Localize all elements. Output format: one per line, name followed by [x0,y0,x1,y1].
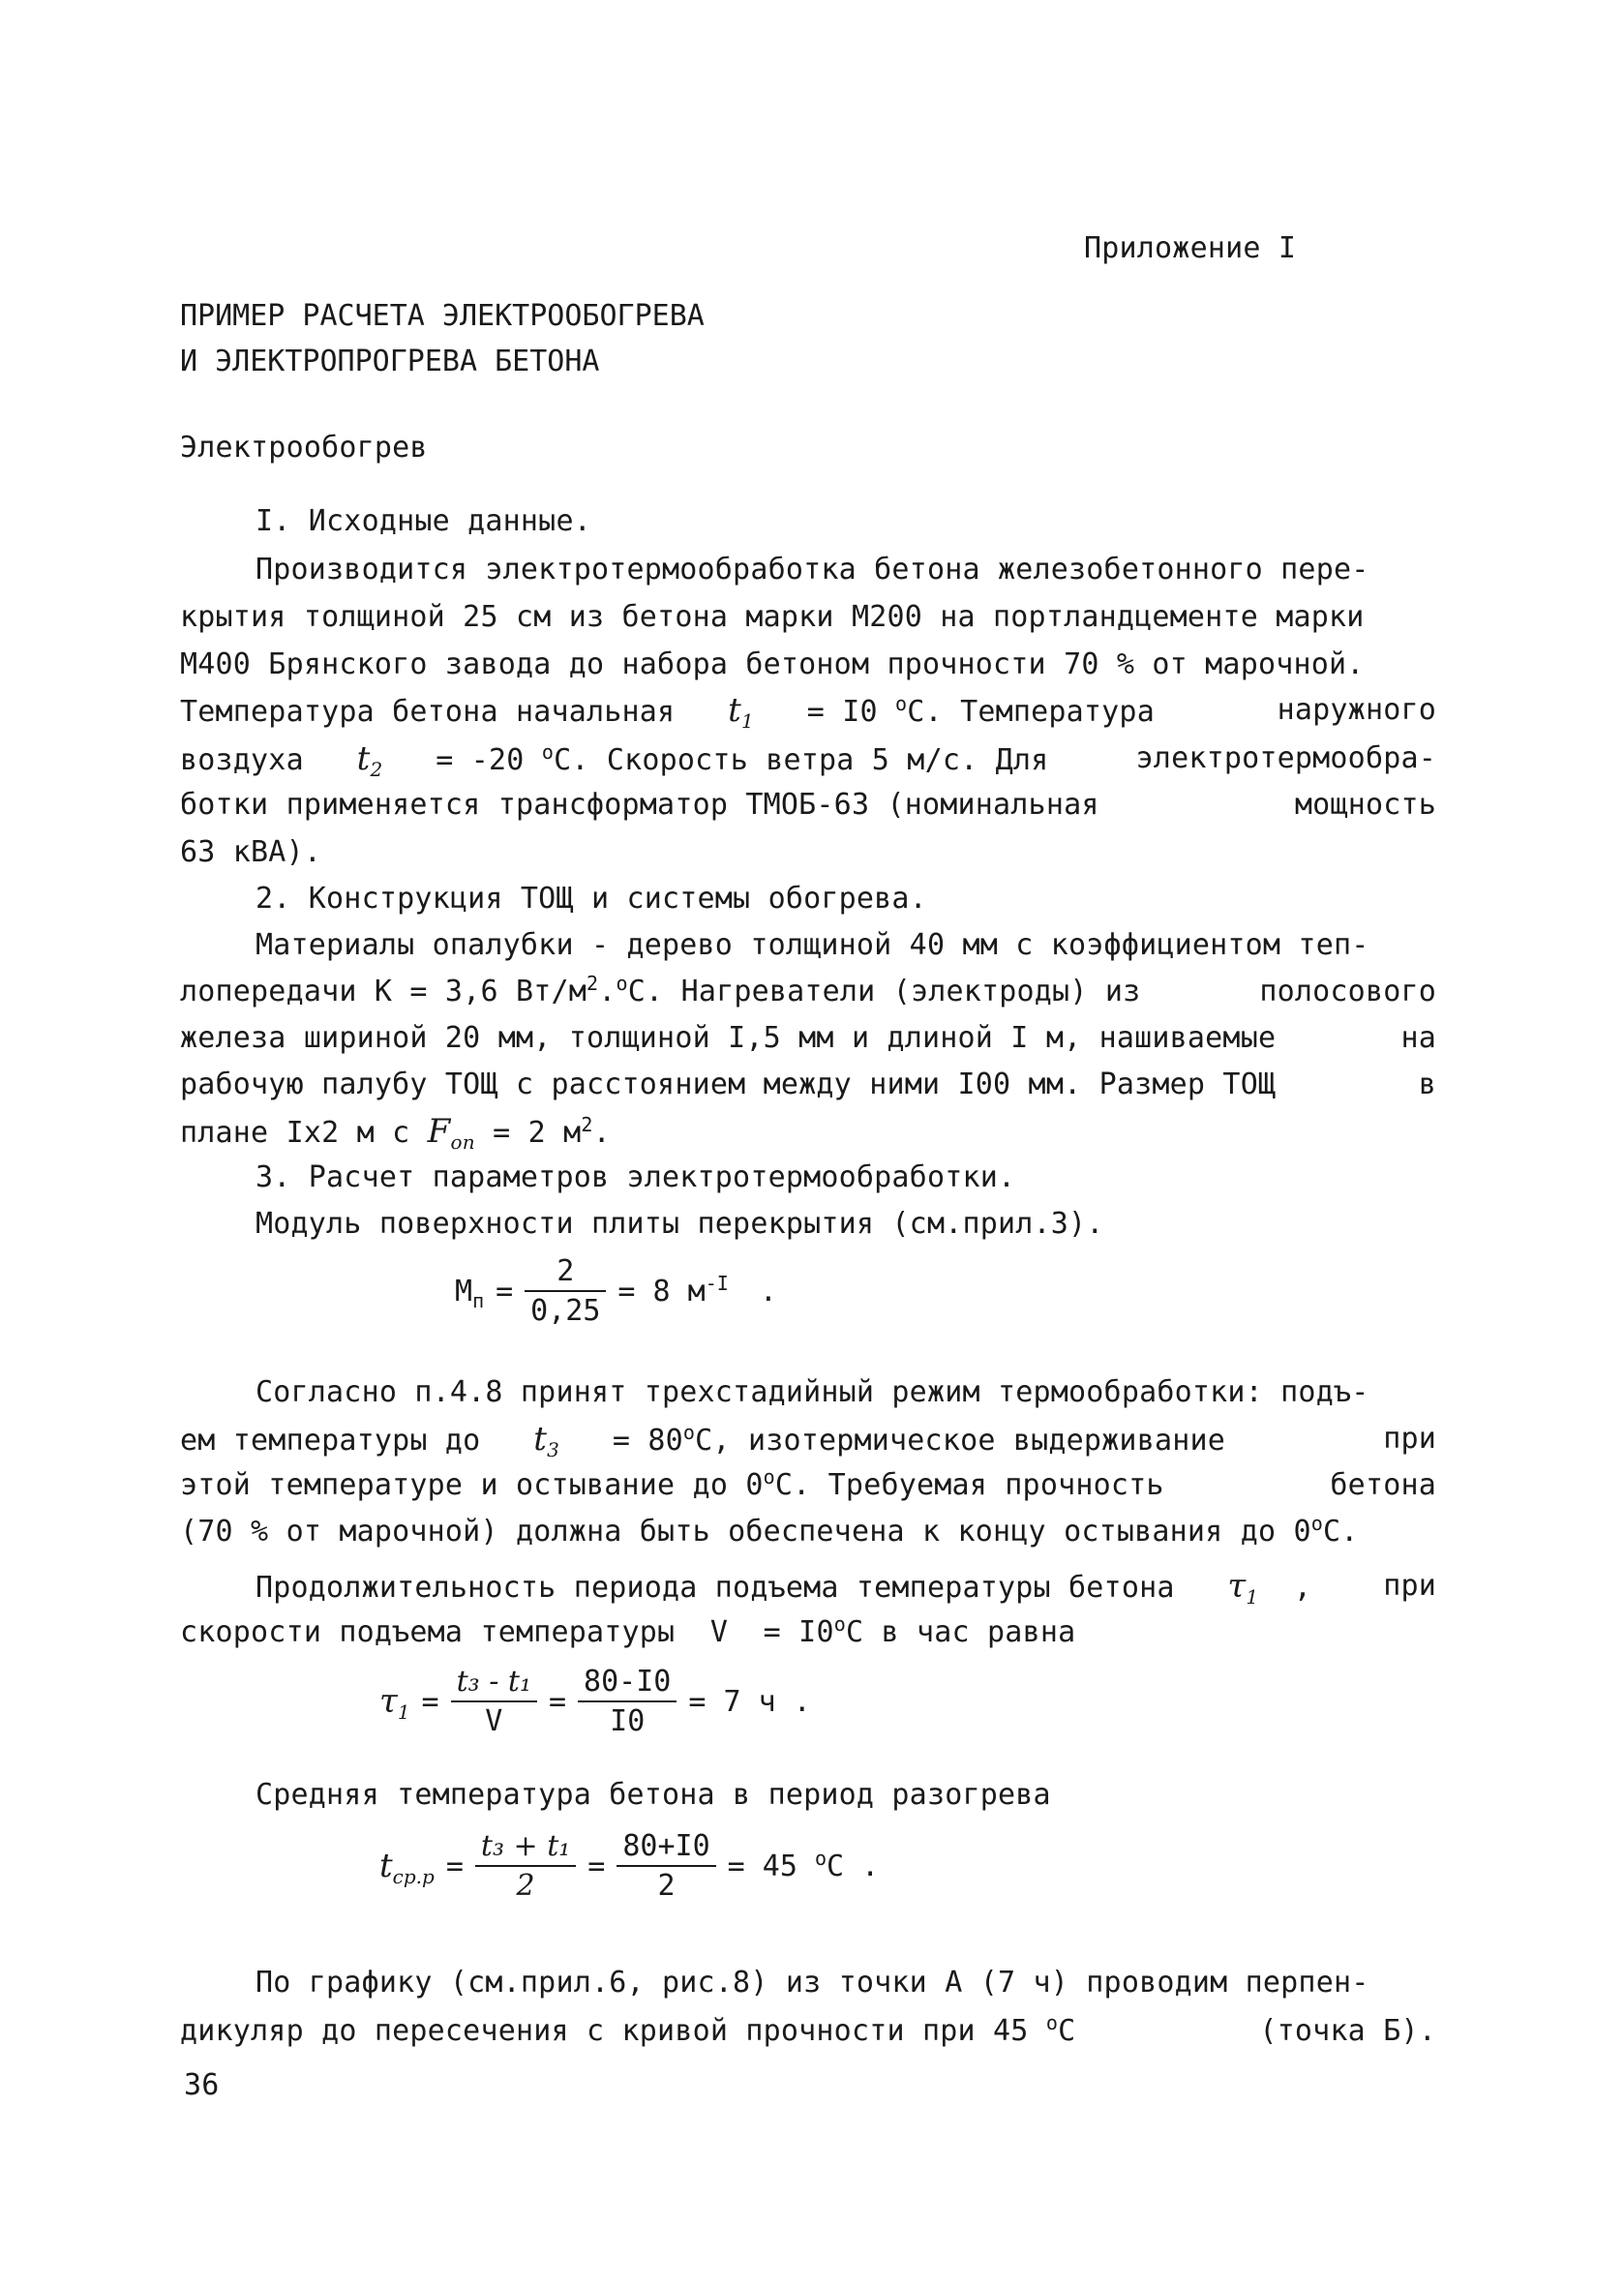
numerator: 2 [525,1254,606,1292]
lhs-sub: п [472,1288,485,1312]
text: в [1418,1068,1436,1101]
text: C в час равна [845,1615,1076,1649]
period: . [759,1274,777,1308]
degree: o [814,1846,827,1870]
p2-line-2 [180,974,1436,1010]
lhs: τ [379,1682,398,1721]
tau1-symbol: τ [1227,1567,1247,1606]
denominator: 2 [657,1869,676,1903]
p4-line-4 [180,1514,1359,1550]
text: плане Iх2 м с [180,1116,410,1150]
rhs: = 45 [727,1849,797,1883]
text: C [1058,2014,1076,2048]
text: = 2 м [493,1116,582,1150]
v-symbol: V [709,1615,729,1649]
text: воздуха [180,743,304,777]
text: C, изотермическое выдерживание [695,1424,1226,1458]
degree: o [682,1421,696,1444]
p2-heading: 2. Конструкция ТОЩ и системы обогрева. [256,882,927,916]
text: наружного [1277,693,1436,727]
t1-symbol: t [728,691,741,730]
text: = -20 [436,743,525,777]
fraction [525,1254,606,1328]
text: этой температуре и остывание до 0 [180,1468,764,1502]
text: = 80 [612,1424,683,1458]
text: ботки применяется трансформатор ТМОБ-63 (номинальная [180,788,1099,822]
equals: = [496,1274,514,1308]
text: C. Нагреватели (электроды) из [627,975,1141,1008]
text: электротермообра- [1135,741,1436,775]
formula-surface-module [455,1254,777,1328]
appendix-label: Приложение I [1084,231,1297,265]
p1-line-5 [180,740,1436,779]
numerator: 80-I0 [578,1665,677,1702]
text: ем температуры до [180,1424,481,1458]
text: бетона [1330,1468,1436,1502]
p2-line-5 [180,1113,611,1152]
p4-line-1: Согласно п.4.8 принят трехстадийный режим термообработки: подъ- [256,1375,1369,1409]
t2-sub: 2 [370,758,383,781]
text: при [1383,1569,1436,1603]
p1-line-7: 63 кВА). [180,835,322,869]
text: при [1383,1422,1436,1456]
t2-symbol: t [356,739,371,778]
p7-line-1: По графику (см.прил.6, рис.8) из точки А (7 ч) проводим перпен- [256,1966,1369,2000]
fraction [475,1829,576,1903]
title-line-2: И ЭЛЕКТРОПРОГРЕВА БЕТОНА [180,345,600,378]
degree: o [616,972,628,995]
t3-symbol: t [533,1420,548,1459]
degree: o [1310,1512,1323,1535]
rhs: = 8 м [617,1274,706,1308]
fraction-numeric [617,1829,715,1903]
denominator: I0 [610,1704,646,1738]
fraction-numeric [578,1665,677,1738]
text: = I0 [806,695,878,729]
lhs: t [379,1847,393,1885]
text: Температура бетона начальная [180,695,676,729]
text: дикуляр до пересечения с кривой прочности при 45 [180,2014,1029,2048]
p1-heading: I. Исходные данные. [256,504,591,538]
p6-line-1: Средняя температура бетона в период разогрева [256,1778,1051,1812]
p3-heading: 3. Расчет параметров электротермообработки. [256,1160,1016,1194]
page-number: 36 [184,2068,220,2102]
lhs-sub: ср.р [392,1865,435,1888]
equals: = [421,1684,439,1719]
title-line-1: ПРИМЕР РАСЧЕТА ЭЛЕКТРООБОГРЕВА [180,299,705,333]
p2-line-4 [180,1067,1436,1103]
formula-average-temperature [379,1829,879,1903]
text: C. Температура [907,695,1155,729]
exponent: 2 [581,1113,593,1136]
p4-line-2 [180,1421,1436,1459]
t3-sub: 3 [547,1438,560,1461]
p7-line-2 [180,2013,1436,2050]
equals: = [445,1849,464,1883]
text: , [1293,1571,1312,1605]
p1-line-4 [180,692,1436,731]
p2-line-3 [180,1020,1436,1057]
numerator: t₃ - t₁ [451,1665,537,1702]
text: C. Требуемая прочность [774,1468,1164,1502]
numerator: 80+I0 [617,1829,715,1867]
degree: o [763,1465,775,1489]
p1-line-6 [180,787,1436,824]
text: полосового [1259,975,1436,1008]
text: Продолжительность периода подъема температуры бетона [256,1571,1175,1605]
equals: = [587,1849,606,1883]
denominator: 0,25 [530,1294,601,1328]
p1-line-3: М400 Брянского завода до набора бетоном прочности 70 % от марочной. [180,647,1365,681]
degree: o [895,692,908,715]
rhs: = 7 ч . [688,1684,811,1719]
text: (70 % от марочной) должна быть обеспечена к концу остывания до 0 [180,1515,1311,1549]
denominator: 2 [516,1869,535,1903]
p1-line-2: крытия толщиной 25 см из бетона марки М200 на портландцементе марки [180,600,1365,634]
fraction [451,1665,537,1738]
p5-line-2 [180,1614,1075,1651]
degree: o [541,740,555,764]
p1-line-1: Производится электротермообработка бетона железобетонного пере- [256,553,1369,587]
equals: = [548,1684,567,1719]
text: железа шириной 20 мм, толщиной I,5 мм и длиной I м, нашиваемые [180,1021,1277,1055]
text: скорости подъема температуры [180,1615,676,1649]
exponent: 2 [586,972,599,995]
text: . [592,1116,611,1150]
text: лопередачи К = 3,6 Вт/м [180,975,587,1008]
section-heading: Электрообогрев [180,431,428,465]
degree: o [833,1612,846,1636]
text: C. Скорость ветра 5 м/с. Для [554,743,1049,777]
text: C . [827,1849,880,1883]
numerator: t₃ + t₁ [475,1829,576,1867]
f-symbol: F [427,1112,451,1151]
f-sub: оп [450,1130,475,1154]
text: . [598,975,617,1008]
p3-line-1: Модуль поверхности плиты перекрытия (см.прил.3). [256,1207,1104,1241]
text: (точка Б). [1259,2014,1436,2048]
p2-line-1: Материалы опалубки - дерево толщиной 40 мм с коэффициентом теп- [256,928,1369,962]
degree: o [1045,2011,1059,2034]
denominator: V [485,1704,503,1738]
formula-heating-duration [379,1665,811,1738]
lhs-sub: 1 [397,1700,410,1724]
text: рабочую палубу ТОЩ с расстоянием между ними I00 мм. Размер ТОЩ [180,1068,1277,1101]
t1-sub: 1 [741,709,754,733]
p4-line-3 [180,1467,1436,1504]
exponent: -I [705,1271,729,1295]
text: = I0 [763,1615,834,1649]
p5-line-1 [256,1568,1436,1607]
text: на [1400,1021,1436,1055]
tau1-sub: 1 [1246,1585,1259,1609]
lhs: М [455,1274,473,1308]
text: C. [1323,1515,1359,1549]
text: мощность [1294,788,1436,822]
